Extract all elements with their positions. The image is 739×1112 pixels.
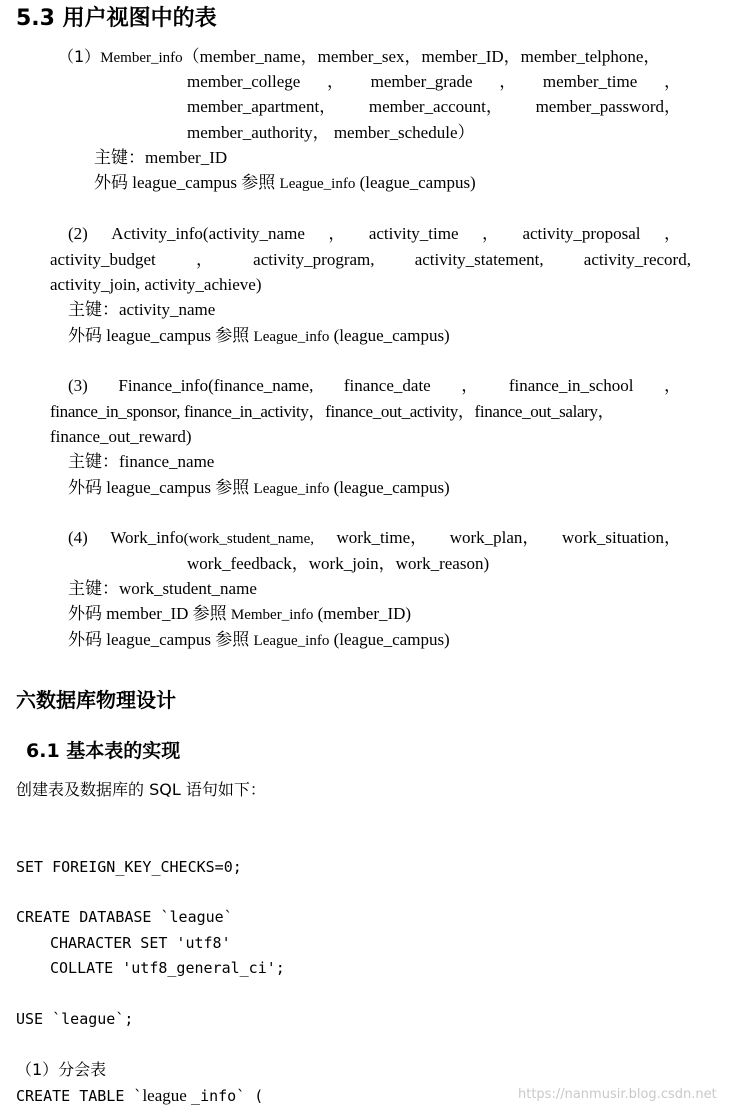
field: member_time [542, 72, 638, 91]
member-info-line-2 [187, 73, 681, 90]
activity-info-line-2 [50, 251, 691, 268]
section-heading-5-3: 5.3 用户视图中的表 [16, 6, 217, 31]
fk-table: League_info [253, 481, 330, 497]
field: (finance_name, [208, 376, 314, 395]
field: member_college [187, 72, 301, 91]
finance-info-line-2: finance_in_sponsor, finance_in_activity，finance_out_activity，finance_out_salary， [50, 402, 615, 421]
separator: ， [195, 250, 213, 269]
activity-info-line-3: activity_join, activity_achieve) [50, 275, 262, 294]
separator: ， [663, 72, 681, 91]
field: activity_program, [253, 250, 375, 269]
fk-prefix: 外码 league_campus 参照 [94, 173, 276, 192]
fk-field: (league_campus) [333, 326, 450, 345]
separator: ， [328, 224, 346, 243]
sub-item-label: （1）分会表 [16, 1060, 107, 1079]
code-line-create-table [16, 1087, 263, 1104]
separator: ， [461, 376, 479, 395]
item-number: （1） [58, 47, 101, 66]
code-keyword: CREATE TABLE ` [16, 1087, 143, 1105]
separator: ， [663, 224, 681, 243]
member-info-line-4: member_authority， member_schedule） [187, 123, 475, 142]
fk-field: (member_ID) [317, 604, 412, 623]
activity-info-foreign-key [68, 327, 450, 345]
work-info-foreign-key-1 [68, 605, 411, 623]
field: member_apartment， [187, 97, 337, 116]
code-line-create-database: CREATE DATABASE `league` [16, 908, 233, 926]
activity-info-primary-key: 主键：activity_name [68, 300, 216, 319]
code-line-character-set: CHARACTER SET 'utf8' [50, 934, 231, 952]
field: activity_record, [583, 250, 691, 269]
work-info-foreign-key-2 [68, 631, 450, 649]
separator: ， [481, 224, 499, 243]
fk-prefix: 外码 league_campus 参照 [68, 630, 250, 649]
table-name: Finance_info [118, 376, 209, 395]
fk-table: League_info [253, 329, 330, 345]
item-number: (3) [68, 376, 88, 395]
fk-field: (league_campus) [333, 630, 450, 649]
field: member_account， [368, 97, 503, 116]
code-line-collate: COLLATE 'utf8_general_ci'; [50, 959, 285, 977]
item-number: (2) [68, 224, 88, 243]
intro-text: 创建表及数据库的 SQL 语句如下： [16, 780, 266, 799]
finance-info-line-3: finance_out_reward) [50, 427, 192, 446]
field: work_time， [336, 528, 428, 547]
field: activity_proposal [522, 224, 641, 243]
field: (work_student_name, [183, 531, 314, 547]
separator: ， [664, 376, 681, 395]
code-table-name: league [142, 1086, 187, 1105]
chapter-heading-6: 六数据库物理设计 [16, 688, 176, 712]
code-line-use: USE `league`; [16, 1010, 134, 1028]
field: member_password， [535, 97, 681, 116]
watermark: https://nanmusir.blog.csdn.net [518, 1087, 717, 1102]
field: (activity_name [202, 224, 305, 243]
fk-field: (league_campus) [359, 173, 476, 192]
work-info-primary-key: 主键：work_student_name [68, 579, 257, 598]
code-suffix: _info` ( [191, 1087, 264, 1105]
fk-table: League_info [279, 176, 356, 192]
activity-info-line-1 [68, 225, 681, 242]
work-info-line-1 [68, 529, 681, 547]
member-info-line-1 [58, 48, 660, 66]
item-number: (4) [68, 528, 88, 547]
work-info-line-2: work_feedback，work_join，work_reason) [187, 554, 490, 573]
separator: ， [326, 72, 344, 91]
field: activity_budget [50, 250, 156, 269]
fk-prefix: 外码 league_campus 参照 [68, 326, 250, 345]
field: finance_date [343, 376, 431, 395]
fk-table: League_info [253, 633, 330, 649]
fk-prefix: 外码 member_ID 参照 [68, 604, 227, 623]
section-heading-6-1: 6.1 基本表的实现 [26, 740, 181, 762]
finance-info-line-1 [68, 377, 681, 394]
field: member_grade [370, 72, 473, 91]
finance-info-primary-key: 主键：finance_name [68, 452, 215, 471]
table-name: Member_info [100, 50, 183, 66]
member-info-line-3 [187, 98, 681, 115]
field: activity_time [368, 224, 459, 243]
field: work_plan， [449, 528, 540, 547]
field: activity_statement, [414, 250, 544, 269]
field: work_situation， [561, 528, 681, 547]
table-name: Activity_info [111, 224, 203, 243]
fk-table: Member_info [230, 607, 314, 623]
field-list: （member_name，member_sex，member_ID，member_telphone， [182, 47, 661, 66]
table-name: Work_info [110, 528, 184, 547]
separator: ， [499, 72, 517, 91]
member-info-primary-key: 主键：member_ID [94, 148, 228, 167]
member-info-foreign-key [94, 174, 476, 192]
field: finance_in_school [508, 376, 634, 395]
code-line-foreign-key-checks: SET FOREIGN_KEY_CHECKS=0; [16, 858, 242, 876]
fk-prefix: 外码 league_campus 参照 [68, 478, 250, 497]
finance-info-foreign-key [68, 479, 450, 497]
fk-field: (league_campus) [333, 478, 450, 497]
